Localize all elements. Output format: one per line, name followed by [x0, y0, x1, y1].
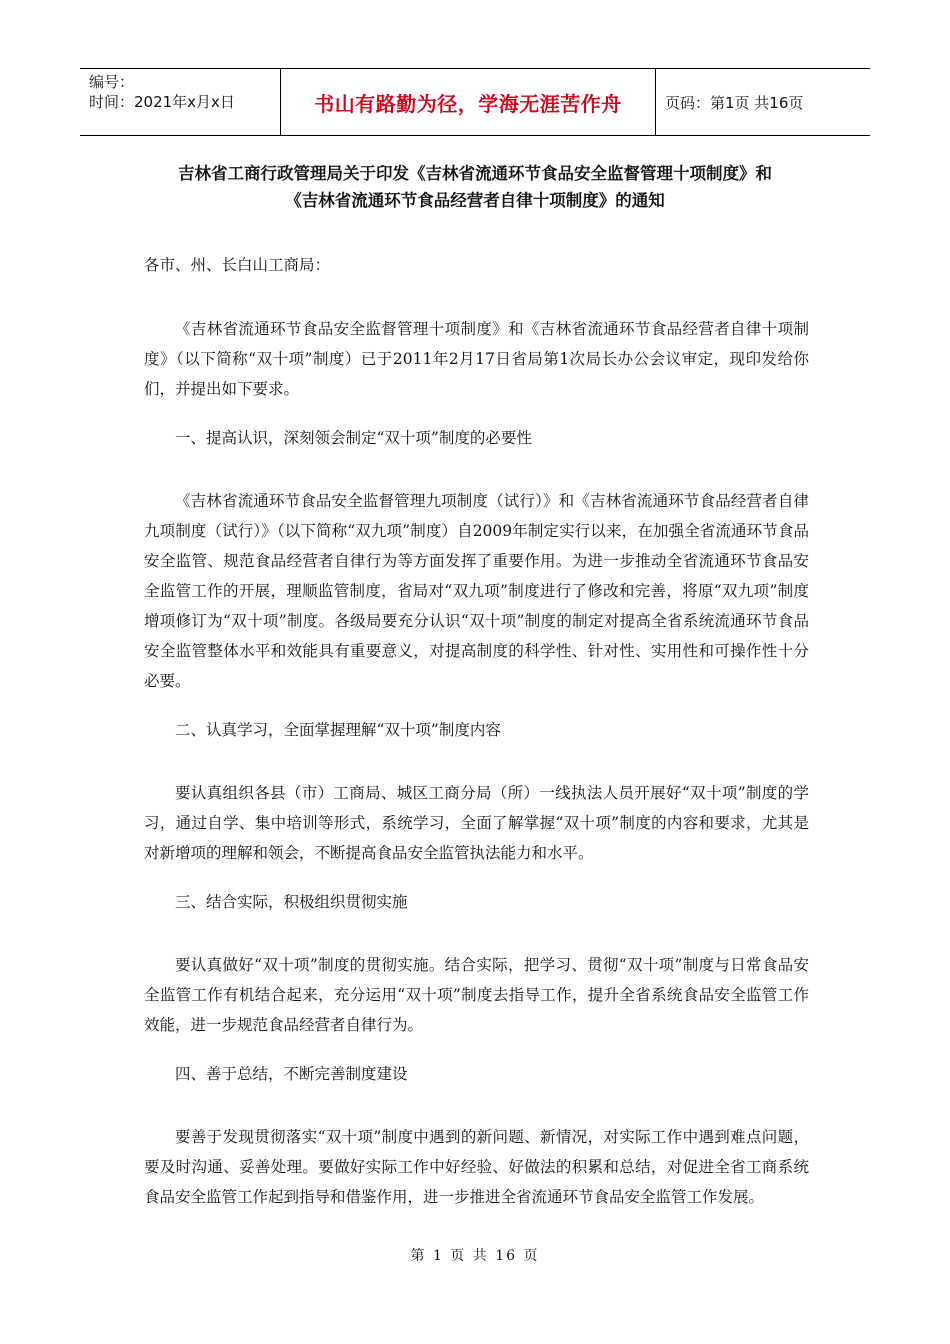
- header-page-info: 页码：第1页 共16页: [665, 93, 804, 112]
- header-meta-cell: [80, 69, 281, 135]
- number-label: 编号：: [89, 73, 135, 91]
- salutation: 各市、州、长白山工商局：: [144, 256, 331, 274]
- header-motto: 书山有路勤为径，学海无涯苦作舟: [281, 69, 656, 135]
- title-line-1: 吉林省工商行政管理局关于印发《吉林省流通环节食品安全监督管理十项制度》和: [178, 164, 772, 183]
- section-paragraph-2: 要认真组织各县（市）工商局、城区工商分局（所）一线执法人员开展好“双十项”制度的学习，通过自学、集中培训等形式，系统学习，全面了解掌握“双十项”制度的内容和要求，尤其是对新增项的理解和领会，不断提高食品安全监管执法能力和水平。: [144, 784, 809, 862]
- section-paragraph-4: 要善于发现贯彻落实“双十项”制度中遇到的新问题、新情况，对实际工作中遇到难点问题，要及时沟通、妥善处理。要做好实际工作中好经验、好做法的积累和总结，对促进全省工商系统食品安全监管工作起到指导和借鉴作用，进一步推进全省流通环节食品安全监管工作发展。: [144, 1128, 809, 1206]
- page-footer: 第 1 页 共 16 页: [410, 1248, 540, 1264]
- time-label: 时间：2021年x月x日: [89, 93, 235, 111]
- document-body: [144, 250, 809, 1212]
- title-line-2: 《吉林省流通环节食品经营者自律十项制度》的通知: [285, 191, 665, 210]
- document-title: [80, 160, 870, 214]
- section-heading-2: 二、认真学习，全面掌握理解“双十项”制度内容: [175, 721, 501, 739]
- section-heading-1: 一、提高认识，深刻领会制定“双十项”制度的必要性: [175, 429, 532, 447]
- section-heading-3: 三、结合实际，积极组织贯彻实施: [175, 893, 408, 911]
- header-table: [80, 68, 870, 136]
- intro-paragraph: 《吉林省流通环节食品安全监督管理十项制度》和《吉林省流通环节食品经营者自律十项制度》（以下简称“双十项”制度）已于2011年2月17日省局第1次局长办公会议审定，现印发给你们，并提出如下要求。: [144, 320, 809, 398]
- section-paragraph-3: 要认真做好“双十项”制度的贯彻实施。结合实际，把学习、贯彻“双十项”制度与日常食品安全监管工作有机结合起来，充分运用“双十项”制度去指导工作，提升全省系统食品安全监管工作效能，进一步规范食品经营者自律行为。: [144, 956, 809, 1034]
- section-heading-4: 四、善于总结，不断完善制度建设: [175, 1065, 408, 1083]
- section-paragraph-1: 《吉林省流通环节食品安全监督管理九项制度（试行）》和《吉林省流通环节食品经营者自律九项制度（试行）》（以下简称“双九项”制度）自2009年制定实行以来，在加强全省流通环节食品安全监管、规范食品经营者自律行为等方面发挥了重要作用。为进一步推动全省流通环节食品安全监管工作的开展，理顺监管制度，省局对“双九项”制度进行了修改和完善，将原“双九项”制度增项修订为“双十项”制度。各级局要充分认识“双十项”制度的制定对提高全省系统流通环节食品安全监管整体水平和效能具有重要意义，对提高制度的科学性、针对性、实用性和可操作性十分必要。: [144, 492, 809, 690]
